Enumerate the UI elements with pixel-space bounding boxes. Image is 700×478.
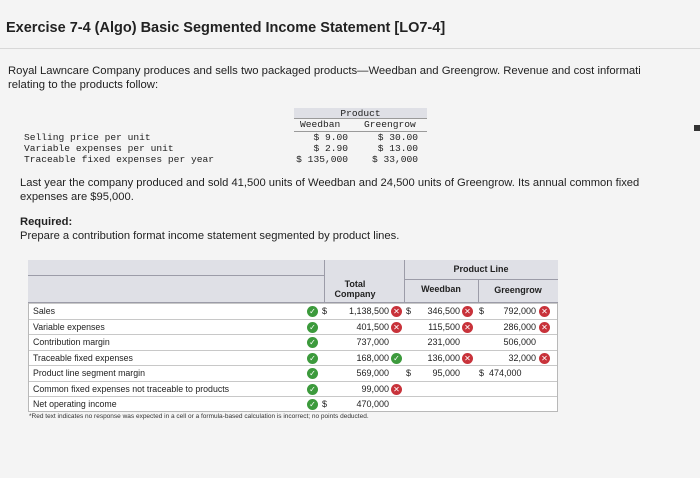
product-header: Product xyxy=(294,108,427,119)
weedban-sales-input[interactable]: 346,500 xyxy=(414,305,460,318)
product-line-header: Product Line xyxy=(453,264,509,274)
total-sales-input[interactable]: 1,138,500 xyxy=(331,305,389,318)
weedban-segment-input[interactable]: 95,000 xyxy=(414,367,460,380)
x-circle-icon: ✕ xyxy=(391,384,402,395)
info-value-greengrow-variable: $ 13.00 xyxy=(377,143,418,154)
total-header-line-1: Total xyxy=(344,279,366,289)
check-circle-icon: ✓ xyxy=(307,399,318,410)
greengrow-header: Greengrow xyxy=(494,285,542,295)
paragraph-line-2: expenses are $95,000. xyxy=(20,191,134,203)
intro-text xyxy=(8,64,700,92)
intro-line-1: Royal Lawncare Company produces and sells two packaged products—Weedban and Greengrow. Revenue and cost informati xyxy=(8,65,641,77)
check-circle-icon: ✓ xyxy=(307,337,318,348)
info-value-weedban-price: $ 9.00 xyxy=(313,132,348,143)
row-label: Traceable fixed expenses xyxy=(33,352,133,363)
exercise-title: Exercise 7-4 (Algo) Basic Segmented Income Statement [LO7-4] xyxy=(6,20,446,36)
check-circle-icon: ✓ xyxy=(391,353,402,364)
total-net-income-input[interactable]: 470,000 xyxy=(331,398,389,411)
row-label: Variable expenses xyxy=(33,321,105,332)
row-label: Contribution margin xyxy=(33,337,110,347)
title-divider xyxy=(0,48,700,49)
row-label: Common fixed expenses not traceable to products xyxy=(33,383,230,394)
total-contribution-input[interactable]: 737,000 xyxy=(331,336,389,349)
dollar-sign: $ xyxy=(406,306,412,316)
greengrow-sales-input[interactable]: 792,000 xyxy=(489,305,536,318)
paragraph-line-1: Last year the company produced and sold 41,500 units of Weedban and 24,500 units of Greengrow. Its annual common fixed xyxy=(20,177,640,189)
info-value-greengrow-fixed: $ 33,000 xyxy=(371,154,418,165)
required-section xyxy=(20,216,399,243)
greengrow-variable-input[interactable]: 286,000 xyxy=(489,321,536,334)
total-header-line-2: Company xyxy=(334,289,376,299)
statement-row-traceable-fixed xyxy=(29,350,557,366)
dollar-sign: $ xyxy=(322,306,328,316)
product-col-greengrow: Greengrow xyxy=(364,119,416,130)
x-circle-icon: ✕ xyxy=(391,322,402,333)
x-circle-icon: ✕ xyxy=(539,322,550,333)
dollar-sign: $ xyxy=(406,368,412,378)
greengrow-contribution-input[interactable]: 506,000 xyxy=(489,336,536,349)
required-text: Prepare a contribution format income statement segmented by product lines. xyxy=(20,229,400,242)
info-label-variable-expenses: Variable expenses per unit xyxy=(24,143,174,154)
info-value-greengrow-price: $ 30.00 xyxy=(377,132,418,143)
row-label: Product line segment margin xyxy=(33,368,145,378)
product-col-weedban: Weedban xyxy=(300,119,341,130)
weedban-contribution-input[interactable]: 231,000 xyxy=(414,336,460,349)
weedban-variable-input[interactable]: 115,500 xyxy=(414,321,460,334)
grading-footnote: *Red text indicates no response was expected in a cell or a formula-based calculation is incorrect; no points deducted. xyxy=(29,413,369,420)
statement-row-variable-expenses xyxy=(29,319,557,335)
check-circle-icon: ✓ xyxy=(307,353,318,364)
dollar-sign: $ xyxy=(479,368,485,378)
statement-row-contribution-margin xyxy=(29,334,557,350)
x-circle-icon: ✕ xyxy=(539,353,550,364)
x-circle-icon: ✕ xyxy=(462,322,473,333)
weedban-traceable-input[interactable]: 136,000 xyxy=(414,352,460,365)
total-common-fixed-input[interactable]: 99,000 xyxy=(331,383,389,396)
check-circle-icon: ✓ xyxy=(307,368,318,379)
dollar-sign: $ xyxy=(322,399,328,409)
x-circle-icon: ✕ xyxy=(391,306,402,317)
required-heading: Required: xyxy=(20,216,73,228)
info-value-weedban-fixed: $ 135,000 xyxy=(296,154,348,165)
weedban-header: Weedban xyxy=(421,284,461,294)
info-value-weedban-variable: $ 2.90 xyxy=(313,143,348,154)
total-variable-input[interactable]: 401,500 xyxy=(331,321,389,334)
statement-row-net-operating-income xyxy=(29,396,557,412)
check-circle-icon: ✓ xyxy=(307,306,318,317)
check-circle-icon: ✓ xyxy=(307,322,318,333)
dollar-sign: $ xyxy=(479,306,485,316)
row-label: Sales xyxy=(33,306,56,316)
greengrow-traceable-input[interactable]: 32,000 xyxy=(489,352,536,365)
x-circle-icon: ✕ xyxy=(539,306,550,317)
x-circle-icon: ✕ xyxy=(462,306,473,317)
check-circle-icon: ✓ xyxy=(307,384,318,395)
header-rule-product-line xyxy=(404,279,558,280)
statement-row-common-fixed xyxy=(29,381,557,397)
total-traceable-input[interactable]: 168,000 xyxy=(331,352,389,365)
edge-marker xyxy=(694,125,700,131)
row-label: Net operating income xyxy=(33,399,117,409)
info-label-traceable-fixed: Traceable fixed expenses per year xyxy=(24,154,214,165)
statement-row-segment-margin xyxy=(29,365,557,381)
intro-line-2: relating to the products follow: xyxy=(8,79,159,91)
greengrow-segment-input[interactable]: 474,000 xyxy=(489,367,536,380)
total-segment-input[interactable]: 569,000 xyxy=(331,367,389,380)
x-circle-icon: ✕ xyxy=(462,353,473,364)
statement-row-sales xyxy=(29,303,557,319)
info-label-selling-price: Selling price per unit xyxy=(24,132,151,143)
header-rule-left xyxy=(28,275,325,276)
